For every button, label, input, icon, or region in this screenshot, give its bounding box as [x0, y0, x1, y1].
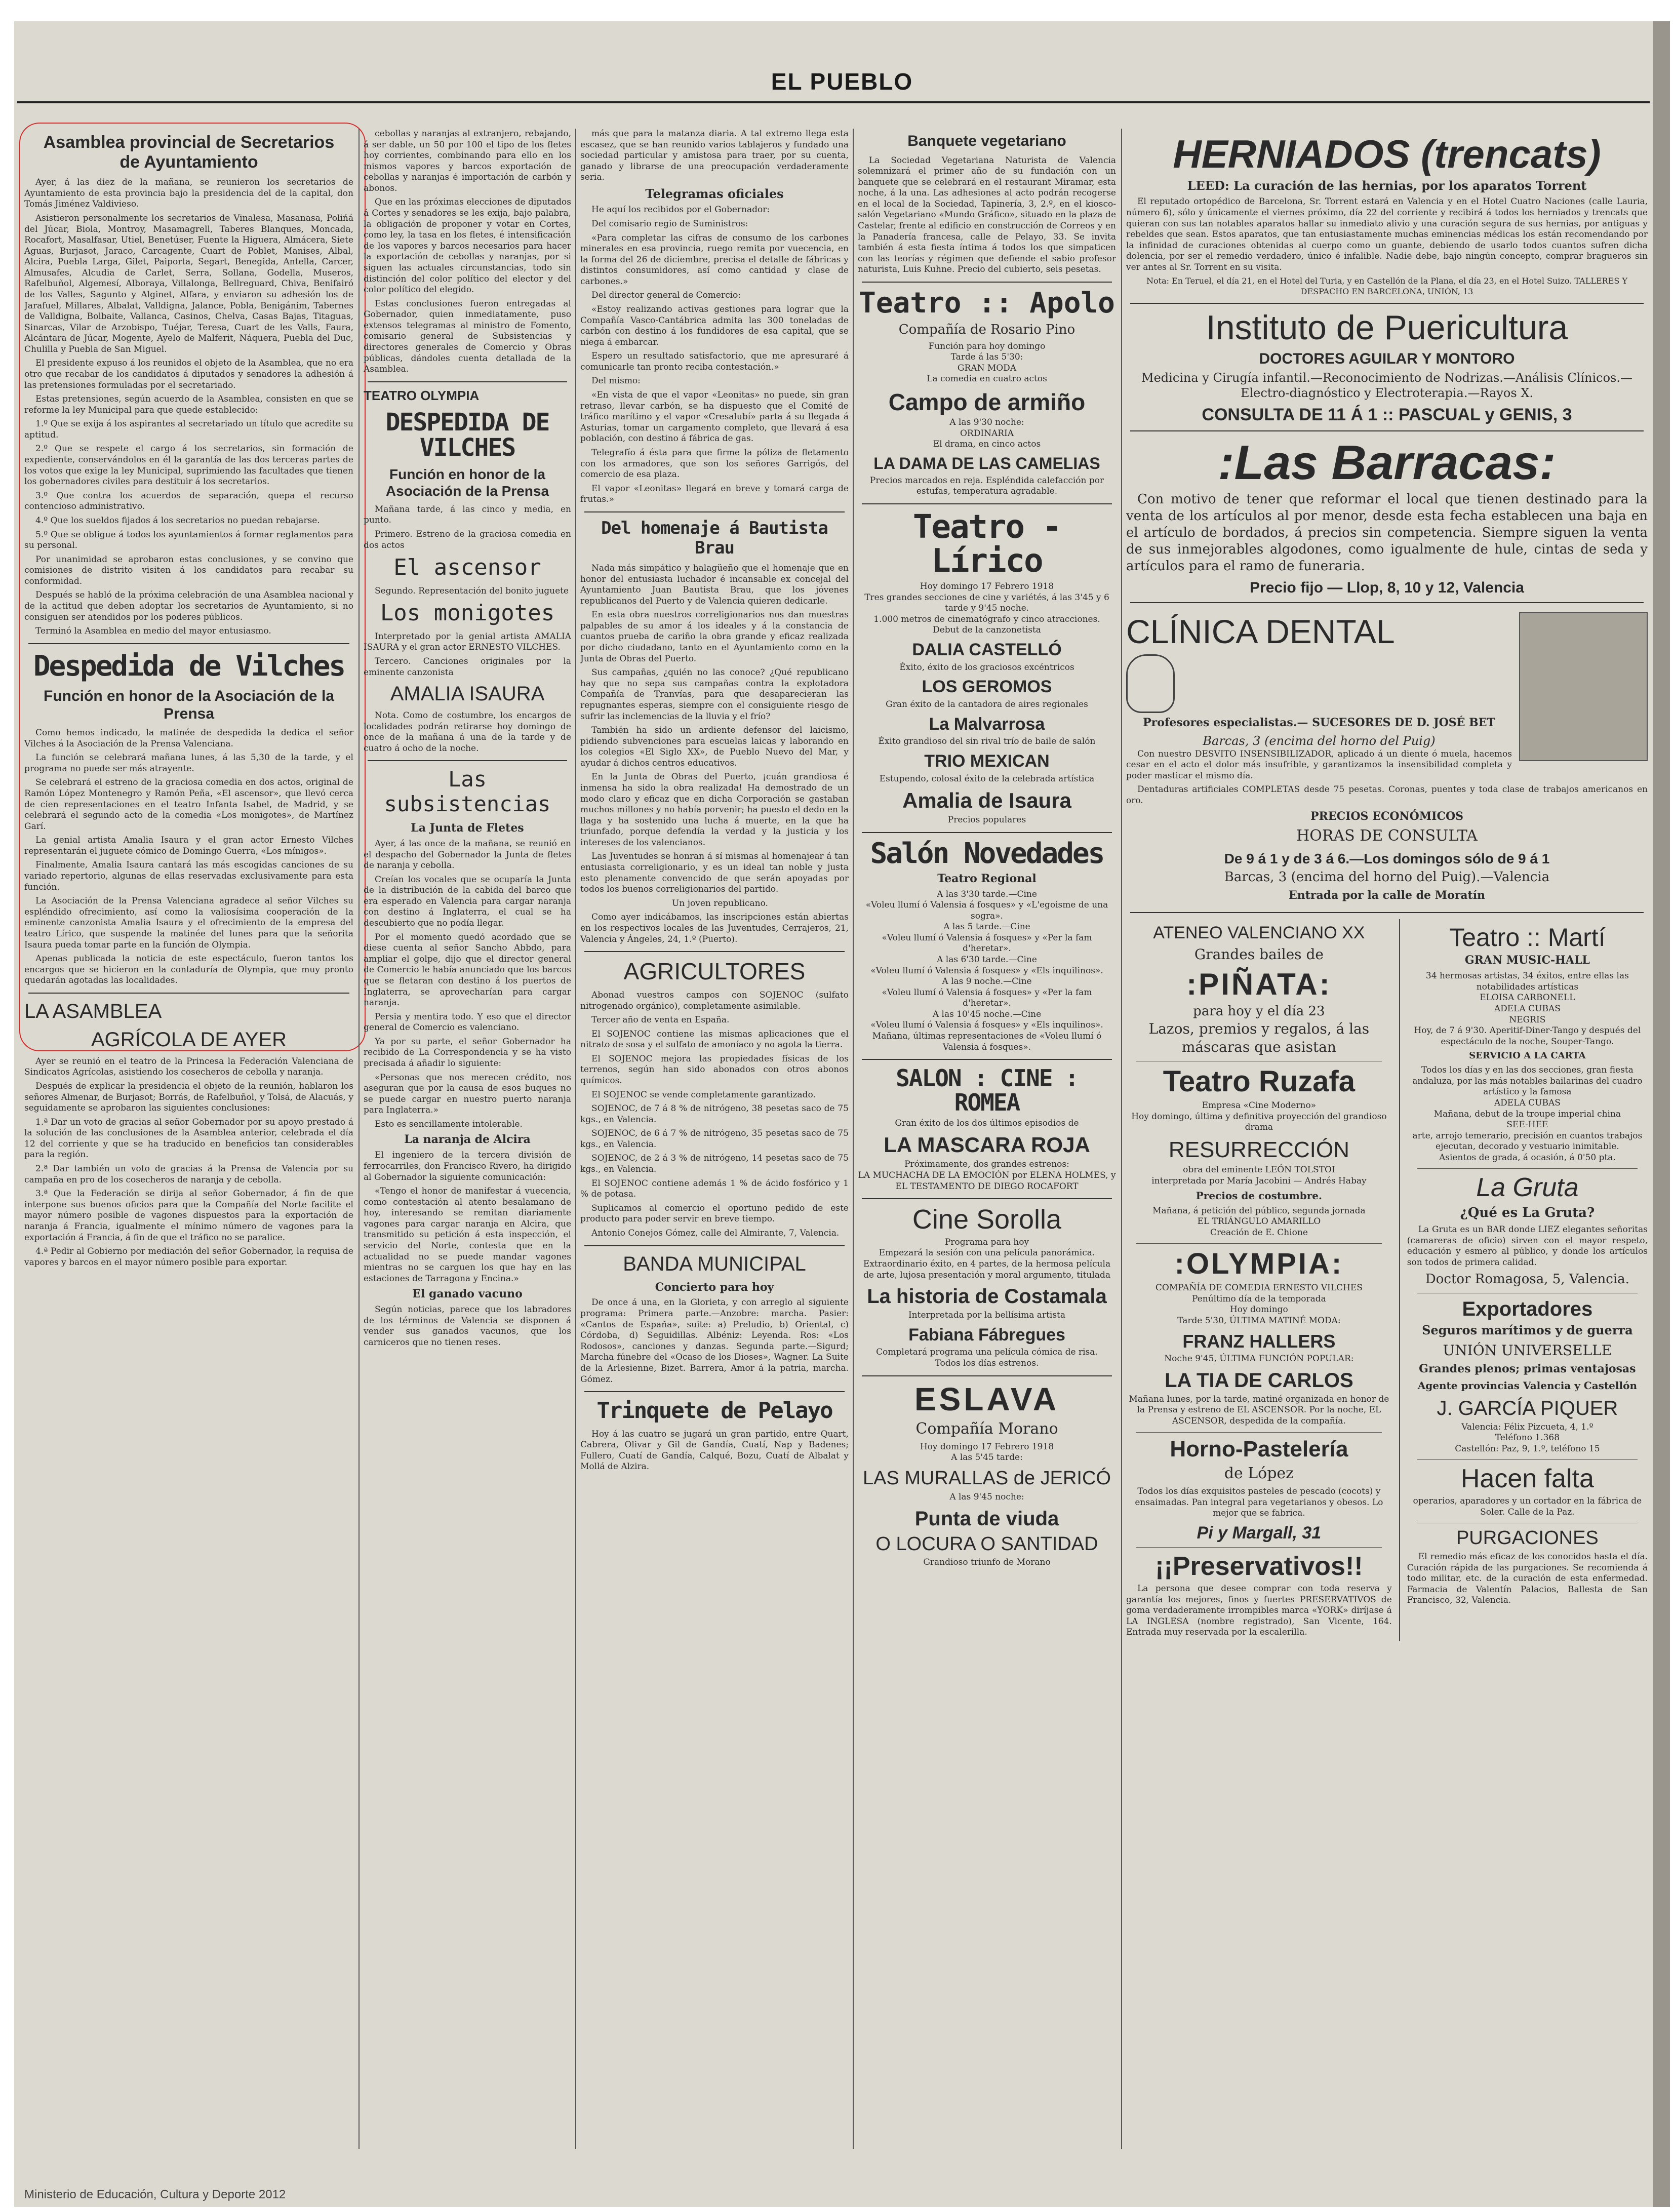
column-rule — [358, 129, 360, 2149]
novedades-program: A las 3'30 tarde.—Cine «Voleu llumí ó Valensia á fosques» y «L'egoisme de una sogra». A las 5 tarde.—Cine «Voleu llumí ó Valensia á fosques» y «Per la fam d'heretar». A las 6'30 tarde.—Cine «Voleu llumí ó Valensia á fosques» y «Els inquilinos». A las 9 noche.—Cine «Voleu llumí ó Valensia á fosques» y «Per la fam d'heretar». A las 10'45 noche.—Cine «Voleu llumí ó Valensia á fosques» y «Els inquilinos». Mañana, últimas representaciones de «Voleu llumí ó Valensia á fosques». — [865, 889, 1108, 1052]
junta-title: La Junta de Fletes — [411, 821, 524, 835]
marti-title: Teatro :: Martí — [1449, 923, 1606, 952]
paragraph: Persia y mentira todo. Y eso que el director general de Comercio es valenciano. — [364, 1011, 571, 1033]
paragraph: 4.º Que los sueldos fijados á los secretarios no puedan rebajarse. — [35, 515, 320, 526]
gruta-title: La Gruta — [1476, 1173, 1579, 1203]
barracas-title: :Las Barracas: — [1218, 435, 1556, 490]
column-rule — [1399, 919, 1400, 1641]
paragraph: El SOJENOC se vende completamente garantizado. — [591, 1089, 816, 1100]
column-4: Banquete vegetariano La Sociedad Vegetariana Naturista de Valencia solemnizará el primer año de su fundación con un banquete que se celebrará en el restaurant Miramar, esta noche, á la una. Las adhesiones al acto podrán recogerse en el local de la Sociedad, Tapinería, 3, 2.º, en el kiosco-salón Vegetariano «Mundo Gráfico», situado en la plaza de Castelar, frente al edificio en construcción de Correos y en la Panadería francesa, calle de Pelayo, 33. Se invita también á esta fiesta íntima á todos los que simpaticen con las teorías y régimen que defiende el sabio profesor naturista, Luis Kuhne. Precio del cubierto, seis pesetas. Teatro :: Apolo Compañía de Rosario Pino Función para hoy domingo Tarde á las 5'30: GRAN MODA La comedia en cuatro actos Campo de armiño A las 9'30 noche: ORDINARIA El drama, en cinco actos LA DAMA DE LAS CAMELIAS Precios marcados en reja. Espléndida calefacción por estufas, temperatura agradable. Teatro - Lírico Hoy domingo 17 Febrero 1918 Tres grandes secciones de cine y variétés, á las 3'45 y 6 tarde y 9'45 noche. 1.000 metros de cinematógrafo y cinco atracciones. Debut de la canzonetista DALIA CASTELLÓ Éxito, éxito de los graciosos excéntricos LOS GEROMOS Gran éxito de la cantadora de aires regionales La Malvarrosa Éxito grandioso del sin rival trío de baile de salón TRIO MEXICAN Estupendo, colosal éxito de la celebrada artística Amalia de Isaura Precios populares Salón Novedades Teatro Regional A las 3'30 tarde.—Cine «Voleu llumí ó Valensia á fosques» y «L'egoisme de una sogra». A las 5 tarde.—Cine «Voleu llumí ó Valensia á fosques» y «Per la fam d'heretar». A las 6'30 tarde.—Cine «Voleu llumí ó Valensia á fosques» y «Els inquilinos». A las 9 noche.—Cine «Voleu llumí ó Valensia á fosques» y «Per la fam d'heretar». A las 10'45 noche.—Cine «Voleu llumí ó Valensia á fosques» y «Els inquilinos». Mañana, últimas representaciones de «Voleu llumí ó Valensia á fosques». SALON : CINE : ROMEA Gran éxito de los dos últimos episodios de LA MASCARA ROJA Próximamente, dos grandes estrenos: LA MUCHACHA DE LA EMOCIÓN por ELENA HOLMES, y EL TESTAMENTO DE DIEGO ROCAFORT Cine Sorolla Programa para hoy Empezará la sesión con una película panorámica. Extraordinario éxito, en 4 partes, de la hermosa película de arte, lujosa presentación y moral argumento, titulada La historia de Costamala Interpretada por la bellísima artista Fabiana Fábregues Completará programa una película cómica de risa. Todos los días estrenos. ESLAVA Compañía Morano Hoy domingo 17 Febrero 1918 A las 5'45 tarde: LAS MURALLAS de JERICÓ A las 9'45 noche: Punta de viuda O LOCURA O SANTIDAD Grandioso triunfo de Morano — [858, 133, 1116, 1568]
paragraph: Primero. Estreno de la graciosa comedia en dos actos — [364, 529, 571, 550]
hacen-falta-title: Hacen falta — [1460, 1464, 1594, 1494]
banda-subtitle: Concierto para hoy — [655, 1280, 774, 1294]
paragraph: De once á una, en la Glorieta, y con arreglo al siguiente programa: Primera parte.—Anzobre: marcha. Pasier: «Cantos de España», suite: a) Preludio, b) Oriental, c) Córdoba, d) Seguidillas. Albéniz: Leyenda. Ros: «Los Rodosos», canciones y danzas. Segunda parte.—Sigurd; Marcha fúnebre del «Ocaso de los Dioses», Wagner. La Suite de la Arlesienne, Bizet. Barrera, Amor á la patria, marcha. Gómez. — [580, 1297, 849, 1385]
divider — [1130, 303, 1644, 304]
vacuno-title: El ganado vacuno — [412, 1287, 523, 1301]
paragraph: SOJENOC, de 6 á 7 % de nitrógeno, 35 pesetas saco de 75 kgs., en Valencia. — [580, 1128, 849, 1150]
paragraph: «Estoy realizando activas gestiones para lograr que la Compañía Vasco-Cantábrica admita las 300 toneladas de carbón con destino á los fundidores de esa capital, que se niega á embarcar. — [580, 304, 849, 347]
paragraph: Suplicamos al comercio el oportuno pedido de este producto para poder servir en breve tiempo. — [580, 1203, 849, 1224]
paragraph: cebollas y naranjas al extranjero, rebajando, á ser dable, un 50 por 100 el tipo de los fletes hoy corrientes, combinando para ello en los mismos vapores y barcos exportación de cebollas y naranjas é importación de carbón y abonos. — [364, 129, 571, 193]
paragraph: He aquí los recibidos por el Gobernador: — [591, 205, 770, 215]
paragraph: Tercero. Canciones originales por la eminente canzonista — [364, 656, 571, 678]
paragraph: Por el momento quedó acordado que se diese cuenta al señor Sancho Abbdo, para ampliar el golpe, dijo que el director general de Comercio le había anunciado que los barcos que se fletaran con destino á los puertos de Inglaterra, se aprovecharían para cargar naranja. — [364, 932, 571, 1008]
paragraph: Por unanimidad se aprobaron estas conclusiones, y se convino que comisiones de distrito visiten á los candidatos para recabar su conformidad. — [24, 554, 353, 586]
paragraph: Del comisario regio de Suministros: — [591, 218, 748, 229]
exportadores-title: Exportadores — [1462, 1298, 1593, 1321]
lirico-program: Hoy domingo 17 Febrero 1918 Tres grandes secciones de cine y variétés, á las 3'45 y 6 tarde y 9'45 noche. 1.000 metros de cinematógrafo y cinco atracciones. Debut de la canzonetista DALIA CASTELLÓ Éxito, éxito de los graciosos excéntricos LOS GEROMOS Gran éxito de la cantadora de aires regionales La Malvarrosa Éxito grandioso del sin rival trío de baile de salón TRIO MEXICAN Estupendo, colosal éxito de la celebrada artística Amalia de Isaura Precios populares — [864, 581, 1109, 825]
divider — [1130, 912, 1644, 913]
divider — [862, 503, 1112, 504]
paragraph: 5.º Que se obligue á todos los ayuntamientos á formar reglamentos para su personal. — [24, 529, 353, 551]
column-5: HERNIADOS (trencats) LEED: La curación de las hernias, por los aparatos Torrent El reputado ortopédico de Barcelona, Sr. Torrent estará en Valencia y en el Hotel Cuatro Naciones (calle Lauria, número 6), sólo y únicamente el viernes próximo, día 22 del corriente y recibirá á todos los herniados y trencats que quieran con sus tan notables aparatos hallar su inmediato alivio y una curación segura de sus hernias, por antiguas y rebeldes que sean. Estos aparatos, que tan entusiastamente muchas eminencias médicas los están recomendando por la infinidad de curaciones obtenidas al cuerpo como un guante, debiendo de usarlo todos cuantos sufren dicha dolencia, por ser el remedio verdadero, único é infalible. Nadie debe, bajo ningún concepto, comprar bragueros sin ver antes al Sr. Torrent en su visita. Nota: En Teruel, el día 21, en el Hotel del Turia, y en Castellón de la Plana, el día 23, en el Hotel Suizo. TALLERES Y DESPACHO EN BARCELONA, UNIÓN, 13 Instituto de Puericultura DOCTORES AGUILAR Y MONTORO Medicina y Cirugía infantil.—Reconocimiento de Nodrizas.—Análisis Clínicos.—Electro-diagnóstico y Electroterapia.—Rayos X. CONSULTA DE 11 Á 1 :: PASCUAL y GENIS, 3 :Las Barracas: Con motivo de tener que reformar el local que tienen destinado para la venta de los artículos al por menor, desde esta fecha establecen una baja en el artículo de bordados, á precios sin competencia. Siempre siguen la venta de sus inmejorables algodones, como igualmente de hule, cintas de seda y artículos para el ramo de funeraria. Precio fijo — Llop, 8, 10 y 12, Valencia CLÍNICA DENTAL Profesores especialistas.— SUCESORES DE D. JOSÉ BET Barcas, 3 (encima del horno del Puig) Con nuestro DESVITO INSENSIBILIZADOR, aplicado á un diente ó muela, hacemos cesar en el acto el dolor más insufrible, y garantizamos la insensibilidad completa y poder masticar el mismo día. Dentaduras artificiales COMPLETAS desde 75 pesetas. Coronas, puentes y toda clase de trabajos americanos en oro. PRECIOS ECONÓMICOS HORAS DE CONSULTA De 9 á 1 y de 3 á 6.—Los domingos sólo de 9 á 1 Barcas, 3 (encima del horno del Puig).—Valencia Entrada por la calle de Moratín ATENEO VALENCIANO XX Grandes bailes de :PIÑATA: para hoy y el día 23 Lazos, premios y regalos, á las máscaras que asistan Teatro Ruzafa Empresa «Cine Moderno» Hoy domingo, última y definitiva proyección del grandioso drama RESURRECCIÓN obra del eminente LEÓN TOLSTOI interpretada por María Jacobini — Andrés Habay Precios de costumbre. Mañana, á petición del público, segunda jornada EL TRIÁNGULO AMARILLO Creación de E. Chione :OLYMPIA: COMPAÑÍA DE COMEDIA ERNESTO VILCHES Penúltimo día de la temporada Hoy domingo Tarde 5'30, ÚLTIMA MATINÉ MODA: FRANZ HALLERS Noche 9'45, ÚLTIMA FUNCIÓN POPULAR: LA TIA DE CARLOS Mañana lunes, por la tarde, matiné organizada en honor de la Prensa y estreno de EL ASCENSOR. Por la noche, EL ASCENSOR, despedida de la compañía. Horno-Pastelería de López Todos los días exquisitos pasteles de pescado (cocots) y ensaimadas. Pan integral para vegetarianos y obesos. Lo mejor que se fabrica. Pi y Margall, 31 ¡¡Preservativos!! La persona que desee comprar con toda reserva y garantía los mejores, finos y fuertes PRESERVATIVOS de goma verdaderamente irrompibles marca «YORK» diríjase á LA INGLESA (nombre registrado), San Vicente, 164. Entrada muy reservada por la escalerilla. Teatro :: Martí GRAN MUSIC-HALL 34 hermosas artistas, 34 éxitos, entre ellas las notabilidades artísticas ELOISA CARBONELL ADELA CUBAS NEGRIS Hoy, de 7 á 9'30. Aperitif-Diner-Tango y después del espectáculo de la noche, Souper-Tango. SERVICIO A LA CARTA Todos los días y en las dos secciones, gran fiesta andaluza, por las más notables bailarinas del cuadro artístico y la famosa ADELA CUBAS Mañana, debut de la troupe imperial china SEE-HEE arte, arrojo temerario, precisión en cuantos trabajos ejecutan, decorado y vestuario inimitable. Asientos de grada, á ocasión, á 0'50 pta. La Gruta ¿Qué es La Gruta? La Gruta es un BAR donde LIEZ elegantes señoritas (camareras de oficio) sirven con el mayor respeto, educación y esmero al público, y donde los artículos son todos de primera calidad. Doctor Romagosa, 5, Valencia. Exportadores Seguros marítimos y de guerra UNIÓN UNIVERSELLE Grandes plenos; primas ventajosas Agente provincias Valencia y Castellón J. GARCÍA PIQUER Valencia: Félix Pizcueta, 4, 1.º Teléfono 1.368 Castellón: Paz, 9, 1.º, teléfono 15 Hacen falta operarios, aparadores y un cortador en la fábrica de Soler. Calle de la Paz. PURGACIONES El remedio más eficaz de los conocidos hasta el día. Curación rápida de las purgaciones. Se recomienda á todo militar, etc. de la curación de esta enfermedad. Farmacia de Valentín Palacios, Ballesta de San Francisco, 32, Valencia. — [1126, 129, 1648, 2154]
paragraph: Del mismo: — [591, 376, 641, 386]
paragraph: Las Juventudes se honran á sí mismas al homenajear á tan entusiasta correligionario, y es un ideal tan noble y justa esto plenamente convencido de que serán apoyadas por todos los buenos correligionarios del partido. — [580, 851, 849, 895]
vilches-subtitle: Función en honor de la Asociación de la Prensa — [44, 688, 334, 722]
paragraph: Terminó la Asamblea en medio del mayor entusiasmo. — [35, 626, 271, 637]
eslava-title: ESLAVA — [914, 1380, 1060, 1417]
paragraph: El presidente expuso á los reunidos el objeto de la Asamblea, que no era otro que recabar de los candidatos á diputados y senadores la adhesión á las pretensiones formuladas por el secretariado. — [24, 358, 353, 390]
paragraph: Telegrafío á ésta para que firme la póliza de fletamento con los armadores, que son los señores Garrigós, del comercio de esa plaza. — [580, 447, 849, 480]
masthead: EL PUEBLO — [771, 68, 913, 95]
paragraph: Finalmente, Amalia Isaura cantará las más escogidas canciones de su variado repertorio, algunas de ellas reservadas exclusivamente para esta función. — [24, 860, 353, 892]
paragraph: Se celebrará el estreno de la graciosa comedia en dos actos, original de Ramón López Montenegro y Ramón Peña, «El ascensor», que llevó cerca de cien representaciones en el teatro Infanta Isabel, de Madrid, y se celebrará el segundo acto de la comedia «Los monigotes», de Martínez Garí. — [24, 777, 353, 832]
dentist-portrait-image — [1519, 612, 1648, 761]
paragraph: «En vista de que el vapor «Leonitas» no puede, sin gran retraso, llevar carbón, se ha dispuesto que el Comité de tráfico marítimo y el vapor «Cresalubí» parta á su llegada á Asturias, tomar un cargamento completo, que llevará á esa población, con destino á fábrica de gas. — [580, 390, 849, 444]
paragraph: Después de explicar la presidencia el objeto de la reunión, hablaron los señores Almenar, de Burjasot; Borrás, de Rafelbuñol, y Tolsá, de Alacuás, y seguidamente se aprobaron las siguientes conclusiones: — [24, 1081, 353, 1114]
subsistencias-title: Las subsistencias — [384, 767, 551, 816]
divider — [862, 282, 1112, 283]
column-2 — [364, 129, 571, 2154]
dental-ad: CLÍNICA DENTAL Profesores especialistas.— SUCESORES DE D. JOSÉ BET Barcas, 3 (encima del horno del Puig) Con nuestro DESVITO INSENSIBILIZADOR, aplicado á un diente ó muela, hacemos cesar en el acto el dolor más insufrible, y garantizamos la insensibilidad completa y poder masticar el mismo día. Dentaduras artificiales COMPLETAS desde 75 pesetas. Coronas, puentes y toda clase de trabajos americanos en oro. PRECIOS ECONÓMICOS HORAS DE CONSULTA De 9 á 1 y de 3 á 6.—Los domingos sólo de 9 á 1 Barcas, 3 (encima del horno del Puig).—Valencia Entrada por la calle de Moratín — [1126, 612, 1648, 902]
paragraph: Ayer se reunió en el teatro de la Princesa la Federación Valenciana de Sindicatos Agrícolas, asistiendo los cosecheros de cebolla y naranja. — [24, 1056, 353, 1078]
paragraph: Nota. Como de costumbre, los encargos de localidades podrán retirarse hoy domingo de once de la mañana á una de la tarde y de cuatro á ocho de la noche. — [364, 710, 571, 754]
column-1 — [24, 129, 353, 2154]
puericultura-title: Instituto de Puericultura — [1206, 308, 1568, 347]
article-title: Asamblea provincial de Secretarios de Ayuntamiento — [43, 133, 335, 172]
paragraph: Sus campañas, ¿quién no las conoce? ¿Qué republicano hay que no sepa sus campañas contra la explotadora Compañía de Tranvías, para que desaparecieran las repugnantes esperas, siempre con el consiguiente riesgo de sufrir las inclemencias de la lluvia y el frío? — [580, 667, 849, 722]
tooth-icon — [1126, 654, 1175, 713]
column-3 — [580, 129, 849, 2154]
bottom-ads-right: Teatro :: Martí GRAN MUSIC-HALL 34 hermosas artistas, 34 éxitos, entre ellas las notabilidades artísticas ELOISA CARBONELL ADELA CUBAS NEGRIS Hoy, de 7 á 9'30. Aperitif-Diner-Tango y después del espectáculo de la noche, Souper-Tango. SERVICIO A LA CARTA Todos los días y en las dos secciones, gran fiesta andaluza, por las más notables bailarinas del cuadro artístico y la famosa ADELA CUBAS Mañana, debut de la troupe imperial china SEE-HEE arte, arrojo temerario, precisión en cuantos trabajos ejecutan, decorado y vestuario inimitable. Asientos de grada, á ocasión, á 0'50 pta. La Gruta ¿Qué es La Gruta? La Gruta es un BAR donde LIEZ elegantes señoritas (camareras de oficio) sirven con el mayor respeto, educación y esmero al público, y donde los artículos son todos de primera calidad. Doctor Romagosa, 5, Valencia. Exportadores Seguros marítimos y de guerra UNIÓN UNIVERSELLE Grandes plenos; primas ventajosas Agente provincias Valencia y Castellón J. GARCÍA PIQUER Valencia: Félix Pizcueta, 4, 1.º Teléfono 1.368 Castellón: Paz, 9, 1.º, teléfono 15 Hacen falta operarios, aparadores y un cortador en la fábrica de Soler. Calle de la Paz. PURGACIONES El remedio más eficaz de los conocidos hasta el día. Curación rápida de las purgaciones. Se recomienda á todo militar, etc. de la curación de esta enfermedad. Farmacia de Valentín Palacios, Ballesta de San Francisco, 32, Valencia. — [1407, 923, 1648, 1606]
alcira-title: La naranja de Alcira — [404, 1133, 531, 1147]
divider — [862, 832, 1112, 833]
telegramas-title: Telegramas oficiales — [645, 186, 784, 201]
paragraph: 2.º Que se respete el cargo á los secretarios, sin formación de expediente, conservándolos en él la garantía de las dos terceras partes de los votos que exige la ley Municipal, suprimiendo las facultades que tienen los gobernadores civiles para destituir á los secretarios. — [24, 444, 353, 487]
masthead-rule — [17, 101, 1650, 103]
divider — [584, 951, 845, 952]
newspaper-page — [14, 21, 1670, 2207]
paragraph: Apenas publicada la noticia de este espectáculo, fueron tantos los encargos que se hicieron en la contaduría de Olympia, que muy pronto quedarán agotadas las localidades. — [24, 954, 353, 986]
purgaciones-title: PURGACIONES — [1456, 1527, 1599, 1549]
paragraph: «Para completar las cifras de consumo de los carbones minerales en esa provincia, ruego remita por vuecencia, en la forma del 26 de diciembre, precisa el detalle de fábricas y distintos consumidores, así como cantidad y clase de carbones.» — [580, 232, 849, 287]
paragraph: 2.ª Dar también un voto de gracias á la Prensa de Valencia por su campaña en pro de los cosecheros de naranja y de cebolla. — [24, 1164, 353, 1185]
bottom-ads-grid — [1126, 919, 1648, 1641]
paragraph: La genial artista Amalia Isaura y el gran actor Ernesto Vilches representarán el juguete cómico de Domingo Guerra, «Los mínigos». — [24, 835, 353, 856]
asamblea-title: LA ASAMBLEA — [24, 1000, 162, 1022]
sorolla-title: Cine Sorolla — [912, 1204, 1062, 1235]
divider — [862, 1198, 1112, 1199]
preservativos-title: ¡¡Preservativos!! — [1155, 1552, 1363, 1582]
trinquete-title: Trinquete de Pelayo — [596, 1398, 832, 1424]
paragraph: Espero un resultado satisfactorio, que me apresuraré á comunicarle tan pronto reciba contestación.» — [580, 351, 849, 372]
apolo-program: Función para hoy domingo Tarde á las 5'30: GRAN MODA La comedia en cuatro actos Campo de armiño A las 9'30 noche: ORDINARIA El drama, en cinco actos LA DAMA DE LAS CAMELIAS Precios marcados en reja. Espléndida calefacción por estufas, temperatura agradable. — [869, 341, 1104, 497]
divider — [584, 511, 845, 512]
column-rule — [1121, 129, 1122, 2149]
ateneo-title: ATENEO VALENCIANO XX — [1153, 923, 1365, 942]
paragraph: Mañana tarde, á las cinco y media, en punto. — [364, 504, 571, 526]
paragraph: Estas pretensiones, según acuerdo de la Asamblea, consisten en que se reforme la ley Municipal para que quede establecido: — [24, 394, 353, 415]
paragraph: En esta obra nuestros correligionarios nos dan muestras palpables de su amor á los ideales y á la constancia de cuantos prueba de cariño la obra grande y eficaz realizada por dicho ciudadano, tanto en el Ayuntamiento como en la Junta de Obras del Puerto. — [580, 610, 849, 664]
paragraph: El SOJENOC contiene además 1 % de ácido fosfórico y 1 % de potasa. — [580, 1178, 849, 1200]
paragraph: 3.º Que contra los acuerdos de separación, quepa el recurso contencioso administrativo. — [24, 490, 353, 512]
paragraph: Asistieron personalmente los secretarios de Vinalesa, Masanasa, Polińá del Júcar, Biola, Montroy, Masamagrell, Taberes Blanques, Moncada, Rocafort, Masalfasar, Utiel, Benetúser, Fuente la Higuera, Almácera, Siete Aguas, Burjasot, Jaraco, Carcagente, Cuart de Poblet, Manises, Albal, Alcira, Puebla Larga, Gilet, Paiporta, Segart, Benegida, Antella, Carcer, Almusafes, Alcudia de Carlet, Serra, Sollana, Godella, Museros, Rafelbuñol, Algemesí, Alboraya, Villalonga, Bellreguard, Chiva, Benifairó de los Valles, Sagunto y Alginet, Alfara, y enviaron su adhesión los de Jarafuel, Millares, Albalat, Valldigna, Jalance, Pobla, Benigánim, Tabernes de Valldigna, Bolbaite, Vallanca, Casinos, Chelva, Casas Bajas, Titaguas, Sinarcas, Vilar de Arzobispo, Tuéjar, Teresa, Cuart de les Valls, Faura, Alcántara de Júcar, Mogente, Ayelo de Malferit, Náquera, Puebla del Duc, Chulilla y Puebla de San Miguel. — [24, 213, 353, 354]
divider — [368, 760, 567, 761]
paragraph: La función se celebrará mañana lunes, á las 5,30 de la tarde, y el programa no puede ser más atrayente. — [24, 753, 353, 774]
divider — [28, 643, 349, 644]
apolo-title: Teatro :: Apolo — [859, 286, 1115, 320]
paragraph: Como ayer indicábamos, las inscripciones están abiertas en los respectivos locales de las Juventudes, Cerrajeros, 21, Valencia y Ángeles, 24, 1.º (Puerto). — [580, 912, 849, 944]
herniados-title: HERNIADOS (trencats) — [1173, 132, 1601, 176]
paragraph: El SOJENOC mejora las propiedades físicas de los terrenos, según han sido abonados con otros abonos químicos. — [580, 1053, 849, 1086]
paragraph: SOJENOC, de 7 á 8 % de nitrógeno, 38 pesetas saco de 75 kgs., en Valencia. — [580, 1103, 849, 1125]
paragraph: El SOJENOC contiene las mismas aplicaciones que el nitrato de sosa y el sulfato de amoníaco y no agota la tierra. — [580, 1029, 849, 1050]
ascensor-title: El ascensor — [393, 555, 541, 581]
agricultores-title: AGRICULTORES — [623, 958, 806, 985]
dental-title: CLÍNICA DENTAL — [1126, 612, 1395, 650]
novedades-title: Salón Novedades — [870, 837, 1104, 870]
paragraph: El ingeniero de la tercera división de ferrocarriles, don Francisco Rivero, ha dirigido al Gobernador la siguiente comunicación: — [364, 1150, 571, 1182]
lirico-title: Teatro - Lírico — [912, 508, 1061, 580]
romea-title: SALON : CINE : ROMEA — [896, 1064, 1078, 1117]
asamblea-subtitle: AGRÍCOLA DE AYER — [91, 1028, 287, 1051]
paragraph: Ayer, á las once de la mañana, se reunió en el despacho del Gobernador la Junta de fletes de naranja y cebolla. — [364, 839, 571, 871]
paragraph: «Personas que nos merecen crédito, nos aseguran que por la causa de esos buques no se puede cargar en nuestro puerto naranja para Inglaterra.» — [364, 1072, 571, 1116]
apolo-company: Compañía de Rosario Pino — [898, 322, 1076, 337]
paragraph: más que para la matanza diaria. A tal extremo llega esta escasez, que se han reunido varios tablajeros y fundado una sociedad particular y amistosa para traer, por su cuenta, ganado y librarse de una preocupación verdaderamente seria. — [580, 129, 849, 183]
ruzafa-title: Teatro Ruzafa — [1163, 1065, 1355, 1098]
paragraph: «Tengo el honor de manifestar á vuecencia, como contestación al atento besalamano de hoy, interesando se remitan diariamente vagones para cargar naranja en Alcira, que transmitido su petición á esta inspección, el servicio del Norte, contesta que en la actualidad no se puede mandar vagones mientras no se carguen los que hay en las estaciones de Tarragona y Encina.» — [364, 1186, 571, 1284]
paragraph: La Sociedad Vegetariana Naturista de Valencia solemnizará el primer año de su fundación con un banquete que se celebrará en el restaurant Miramar, esta noche, á la una. Las adhesiones al acto podrán recogerse en el local de la Sociedad, Tapinería, 3, 2.º, en el kiosco-salón Vegetariano «Mundo Gráfico», situado en la plaza de Castelar, frente al edificio en construcción de Correos y en la Panadería francesa, calle de Pelayo, 33. Se invita también á esta fiesta íntima á todos los que simpaticen con las teorías y régimen que defiende el sabio profesor naturista, Luis Kuhne. Precio del cubierto, seis pesetas. — [858, 155, 1116, 275]
paragraph: Esto es sencillamente intolerable. — [375, 1119, 523, 1129]
paragraph: 4.ª Pedir al Gobierno por mediación del señor Gobernador, la requisa de vapores y barcos en el mayor número posible para exportar. — [24, 1246, 353, 1268]
paragraph: Después se habló de la próxima celebración de una Asamblea nacional y de la actitud que deben adoptar los secretarios de Ayuntamiento, si no consiguen ser atendidos por los poderes públicos. — [24, 590, 353, 622]
paragraph: La Asociación de la Prensa Valenciana agradece al señor Vilches su espléndido ofrecimiento, así como la valiosísima cooperación de la eminente canzonista Amalia Isaura y el ofrecimiento de la empresa del teatro Lírico, que suspende la matinée del lunes para que la señorita Isaura pueda tomar parte en la función de Olympia. — [24, 896, 353, 950]
paragraph: Interpretado por la genial artista AMALIA ISAURA y el gran actor ERNESTO VILCHES. — [364, 631, 571, 653]
paragraph: Estas conclusiones fueron entregadas al Gobernador, quien inmediatamente, puso extensos telegramas al ministro de Fomento, comisario general de Subsistencias y directores generales de Comercio y Obras públicas, dándoles cuenta detallada de la Asamblea. — [364, 298, 571, 375]
footer-credit: Ministerio de Educación, Cultura y Deporte 2012 — [24, 2188, 286, 2201]
banquete-title: Banquete vegetariano — [907, 133, 1066, 149]
paragraph: Antonio Conejos Gómez, calle del Almirante, 7, Valencia. — [591, 1228, 840, 1238]
paragraph: 1.º Que se exija á los aspirantes al secretariado un título que acredite su aptitud. — [24, 419, 353, 440]
paragraph: Ya por su parte, el señor Gobernador ha recibido de La Correspondencia y se ha visto precisada á añadir lo siguiente: — [364, 1036, 571, 1069]
bottom-ads-left: ATENEO VALENCIANO XX Grandes bailes de :PIÑATA: para hoy y el día 23 Lazos, premios y regalos, á las máscaras que asistan Teatro Ruzafa Empresa «Cine Moderno» Hoy domingo, última y definitiva proyección del grandioso drama RESURRECCIÓN obra del eminente LEÓN TOLSTOI interpretada por María Jacobini — Andrés Habay Precios de costumbre. Mañana, á petición del público, segunda jornada EL TRIÁNGULO AMARILLO Creación de E. Chione :OLYMPIA: COMPAÑÍA DE COMEDIA ERNESTO VILCHES Penúltimo día de la temporada Hoy domingo Tarde 5'30, ÚLTIMA MATINÉ MODA: FRANZ HALLERS Noche 9'45, ÚLTIMA FUNCIÓN POPULAR: LA TIA DE CARLOS Mañana lunes, por la tarde, matiné organizada en honor de la Prensa y estreno de EL ASCENSOR. Por la noche, EL ASCENSOR, despedida de la compañía. Horno-Pastelería de López Todos los días exquisitos pasteles de pescado (cocots) y ensaimadas. Pan integral para vegetarianos y obesos. Lo mejor que se fabrica. Pi y Margall, 31 ¡¡Preservativos!! La persona que desee comprar con toda reserva y garantía los mejores, finos y fuertes PRESERVATIVOS de goma verdaderamente irrompibles marca «YORK» diríjase á LA INGLESA (nombre registrado), San Vicente, 164. Entrada muy reservada por la escalerilla. — [1126, 923, 1392, 1638]
banda-title: BANDA MUNICIPAL — [623, 1252, 806, 1275]
vilches-title: Despedida de Vilches — [33, 649, 345, 683]
brau-title: Del homenaje á Bautista Brau — [601, 518, 828, 558]
paragraph: Abonad vuestros campos con SOJENOC (sulfato nitrogenado orgánico), completamente asimilable. — [580, 990, 849, 1011]
scan-edge — [1653, 21, 1670, 2207]
divider — [584, 1245, 845, 1246]
paragraph: Hoy á las cuatro se jugará un gran partido, entre Quart, Cabrera, Olivar y Gil de Gandía, Cuatí, Nap y Badenes; Fullero, Cuatí de Gandía, Calqué, Bozu, Cuatí de Albalat y Mollá de Alzira. — [580, 1429, 849, 1472]
column-rule — [853, 129, 854, 2149]
paragraph: Que en las próximas elecciones de diputados á Cortes y senadores se les exija, bajo palabra, la obligación de proponer y votar en Cortes, como ley, la tasa en los fletes, é intensificación de los vapores y barcos necesarios para hacer la exportación de cebollas y naranjas, por si siguen las actuales circunstancias, todo sin distinción del color político del elector y del color político del elegido. — [364, 197, 571, 295]
paragraph: También ha sido un ardiente defensor del laicismo, pidiendo subvenciones para escuelas laicas y laborando en los colegios «El Siglo XX», de Pueblo Nuevo del Mar, y ayudar á dichos centros educativos. — [580, 725, 849, 768]
signature: Un joven republicano. — [672, 898, 768, 908]
monigotes-title: Los monigotes — [380, 600, 555, 626]
divider — [368, 381, 567, 382]
amalia-title: AMALIA ISAURA — [390, 683, 545, 705]
vilches-big-title: DESPEDIDA DE VILCHES — [385, 408, 549, 462]
novedades-subtitle: Teatro Regional — [937, 872, 1037, 885]
divider — [862, 1059, 1112, 1060]
paragraph: Segundo. Representación del bonito juguete — [375, 585, 569, 596]
paragraph: Según noticias, parece que los labradores de los términos de Valencia se disponen á vender sus ganados vacunos, que los carniceros que no tienen reses. — [364, 1305, 571, 1348]
horno-title: Horno-Pastelería — [1170, 1436, 1348, 1462]
paragraph: SOJENOC, de 2 á 3 % de nitrógeno, 14 pesetas saco de 75 kgs., en Valencia. — [580, 1153, 849, 1175]
divider — [1130, 430, 1644, 431]
divider — [584, 1391, 845, 1392]
paragraph: El vapor «Leonitas» llegará en breve y tomará carga de frutas.» — [580, 483, 849, 505]
olympia-title: :OLYMPIA: — [1174, 1247, 1344, 1281]
paragraph: Creían los vocales que se ocuparía la Junta de la distribución de la cabida del barco que era esperado en Valencia para cargar naranja con destino á Inglaterra, el cual se ha descubierto que no podía llegar. — [364, 874, 571, 929]
paragraph: Del director general de Comercio: — [591, 290, 741, 301]
paragraph: Ayer, á las diez de la mañana, se reunieron los secretarios de Ayuntamiento de esta provincia bajo la presidencia del de la capital, don Tomás Jiménez Valdivieso. — [24, 177, 353, 210]
paragraph: En la Junta de Obras del Puerto, ¡cuán grandiosa é inmensa ha sido la obra realizada! Ha demostrado de un modo claro y eficaz que en dicha Corporación se gastaban muchos millones y no había porvenir; ha puesto el dedo en la llaga y ha sostenido una lucha á muerte, en la que ha triunfado, porque defendía la verdad y la justicia y los intereses de los valencianos. — [580, 772, 849, 848]
paragraph: 1.ª Dar un voto de gracias al señor Gobernador por su apoyo prestado á la solución de las conclusiones de la Asamblea anterior, celebrada el día 12 del corriente y que se ha traducido en beneficios tan considerables para la región. — [24, 1117, 353, 1160]
paragraph: Como hemos indicado, la matinée de despedida la dedica el señor Vilches á la Asociación de la Prensa Valenciana. — [24, 728, 353, 749]
olympia-label: TEATRO OLYMPIA — [364, 387, 480, 403]
paragraph: Nada más simpático y halagüeño que el homenaje que en honor del entusiasta luchador é incansable ex concejal del Ayuntamiento Juan Bautista Brau, que los jóvenes republicanos del Puerto y de Valencia quieren dedicarle. — [580, 563, 849, 606]
funcion-title: Función en honor de la Asociación de la Prensa — [385, 466, 549, 499]
paragraph: 3.ª Que la Federación se dirija al señor Gobernador, á fin de que interpone sus buenos oficios para que la Compañía del Norte facilite el mayor número posible de vagones dispuestos para la exportación de naranja á Francia, igualmente el mínimo número de vagones para la exportación á Francia, á fin de que el tráfico no se paralice. — [24, 1189, 353, 1243]
divider — [862, 1375, 1112, 1376]
column-rule — [575, 129, 576, 2149]
paragraph: Tercer año de venta en España. — [591, 1015, 730, 1025]
divider — [28, 993, 349, 994]
divider — [1130, 602, 1644, 603]
